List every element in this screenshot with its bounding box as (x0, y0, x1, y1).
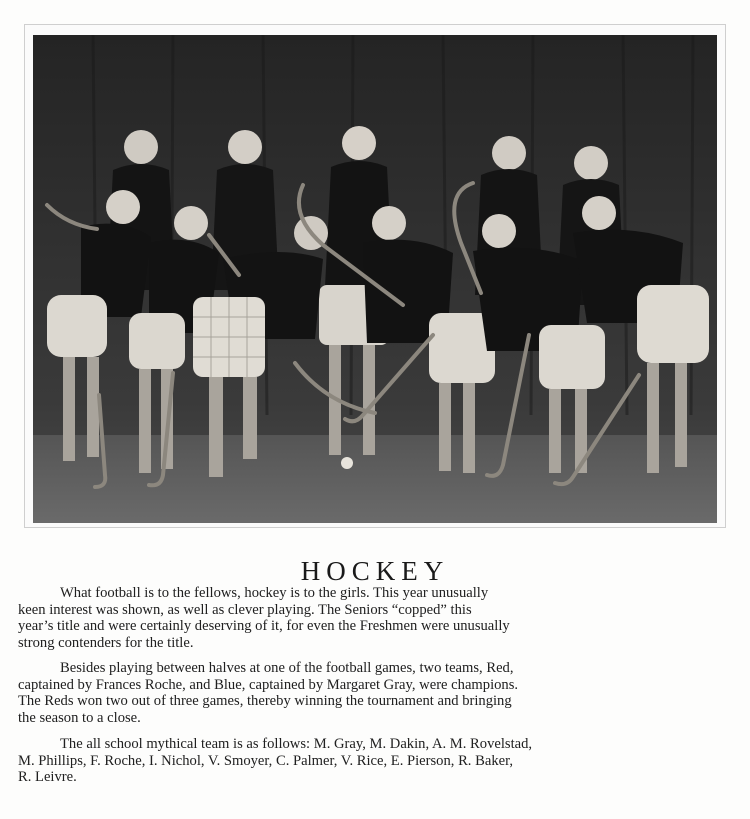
page-title: HOCKEY (300, 556, 450, 587)
text-line: What football is to the fellows, hockey is to the girls. This year unusually (60, 585, 489, 601)
text-line: Besides playing between halves at one of the football games, two teams, Red, (60, 660, 514, 676)
text-line: keen interest was shown, as well as clever playing. The Seniors “copped” this (18, 601, 472, 618)
text-line: M. Phillips, F. Roche, I. Nichol, V. Smoyer, C. Palmer, V. Rice, E. Pierson, R. Baker, (18, 752, 514, 769)
text-line: R. Leivre. (18, 769, 77, 785)
text-line: captained by Frances Roche, and Blue, captained by Margaret Gray, were champions. (18, 676, 519, 693)
paragraph-intro (18, 585, 730, 651)
text-line: the season to a close. (18, 709, 141, 726)
text-line: year’s title and were certainly deserving of it, for even the Freshmen were unusually (18, 618, 510, 634)
paragraph-mythical-team (18, 736, 730, 786)
text-line: The Reds won two out of three games, thereby winning the tournament and bringing (18, 693, 512, 709)
text-line: strong contenders for the title. (18, 634, 194, 651)
photo-frame (24, 24, 726, 528)
team-photo (33, 35, 717, 523)
paragraph-teams (18, 660, 730, 726)
text-line: The all school mythical team is as follows: M. Gray, M. Dakin, A. M. Rovelstad, (60, 736, 533, 752)
team-photo-illustration (33, 35, 717, 523)
hockey-ball (341, 457, 353, 469)
